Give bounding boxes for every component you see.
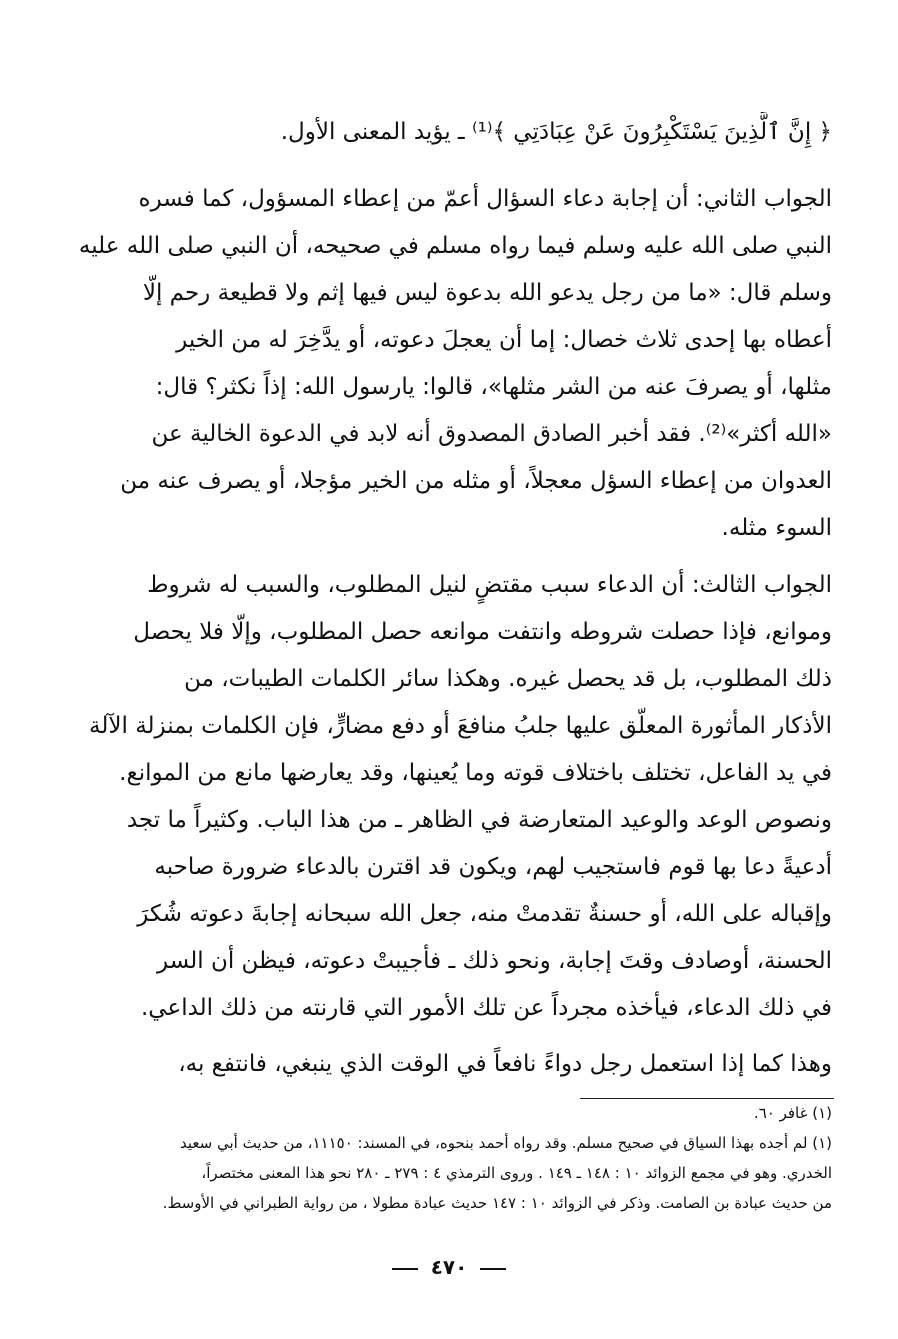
text-line: الجواب الثالث: أن الدعاء سبب مقتضٍ لنيل المطلوب، والسبب له شروط [147, 572, 832, 598]
text-line: وهذا كما إذا استعمل رجل دواءً نافعاً في الوقت الذي ينبغي، فانتفع به، [178, 1051, 832, 1077]
text-line: العدوان من إعطاء السؤل معجلاً، أو مثله من الخير مؤجلا، أو يصرف عنه من [120, 468, 832, 494]
text-line: السوء مثله. [721, 515, 832, 541]
text-line: وإقباله على الله، أو حسنةٌ تقدمتْ منه، جعل الله سبحانه إجابةَ دعوته شُكرَ [137, 901, 832, 927]
text-line: أعطاه بها إحدى ثلاث خصال: إما أن يعجلَ دعوته، أو يدَّخِرَ له من الخير [176, 327, 832, 353]
text-line: الجواب الثاني: أن إجابة دعاء السؤال أعمّ من إعطاء المسؤول، كما فسره [138, 186, 832, 212]
footnote-line: (١) لم أجده بهذا السياق في صحيح مسلم. وقد رواه أحمد بنحوه، في المسند: ١١١٥٠، من حديث أبي سعيد [180, 1134, 832, 1152]
footnote-line: من حديث عبادة بن الصامت. وذكر في الزوائد ١٠ : ١٤٧ حديث عبادة مطولا ، من رواية الطبراني في الأوسط. [162, 1194, 832, 1212]
footnote-line: الخدري. وهو في مجمع الزوائد ١٠ : ١٤٨ ـ ١٤٩ . وروى الترمذي ٤ : ٢٧٩ ـ ٢٨٠ نحو هذا المعنى مختصراً، [201, 1164, 832, 1182]
text-line: في يد الفاعل، تختلف باختلاف قوته وما يُعينها، وقد يعارضها مانع من الموانع. [119, 760, 832, 786]
paragraph-second-answer [76, 176, 832, 552]
text-line: ونصوص الوعد والوعيد المتعارضة في الظاهر ـ من هذا الباب. وكثيراً ما تجد [126, 807, 832, 833]
paragraph-medicine-analogy [76, 1041, 832, 1088]
page-number-container [0, 1255, 898, 1279]
text-line: الأذكار المأثورة المعلّق عليها جلبُ منافعَ أو دفع مضارٍّ، فإن الكلمات بمنزلة الآلة [89, 713, 832, 739]
page-number: ٤٧٠ [430, 1255, 468, 1279]
left-dash [480, 1268, 506, 1270]
paragraph-third-answer [76, 562, 832, 1032]
footnotes [76, 1098, 832, 1218]
text-line: أدعيةً دعا بها قوم فاستجيب لهم، ويكون قد اقترن بالدعاء ضرورة صاحبه [154, 854, 832, 880]
text-line: وموانع، فإذا حصلت شروطه وانتفت موانعه حصل المطلوب، وإلّا فلا يحصل [133, 619, 832, 645]
quran-verse-line: ﴿ إِنَّ ٱلَّذِينَ يَسْتَكْبِرُونَ عَنْ عِبَادَتِي ﴾⁽¹⁾ ـ يؤيد المعنى الأول. [280, 119, 832, 145]
right-dash [392, 1268, 418, 1270]
text-line: النبي صلى الله عليه وسلم فيما رواه مسلم في صحيحه، أن النبي صلى الله عليه [78, 233, 832, 259]
text-line: مثلها، أو يصرفَ عنه من الشر مثلها»، قالوا: يارسول الله: إذاً نكثر؟ قال: [155, 374, 832, 400]
footnote-line: (١) غافر ٦٠. [753, 1104, 832, 1122]
text-line: وسلم قال: «ما من رجل يدعو الله بدعوة ليس فيها إثم ولا قطيعة رحم إلّا [142, 280, 832, 306]
text-line: في ذلك الدعاء، فيأخذه مجرداً عن تلك الأمور التي قارنته من ذلك الداعي. [140, 995, 832, 1021]
text-line: الحسنة، أوصادف وقتَ إجابة، ونحو ذلك ـ فأجيبتْ دعوته، فيظن أن السر [157, 948, 832, 974]
text-line: ذلك المطلوب، بل قد يحصل غيره. وهكذا سائر الكلمات الطيبات، من [184, 666, 832, 692]
text-line: «الله أكثر»⁽²⁾. فقد أخبر الصادق المصدوق أنه لابد في الدعوة الخالية عن [151, 421, 832, 447]
